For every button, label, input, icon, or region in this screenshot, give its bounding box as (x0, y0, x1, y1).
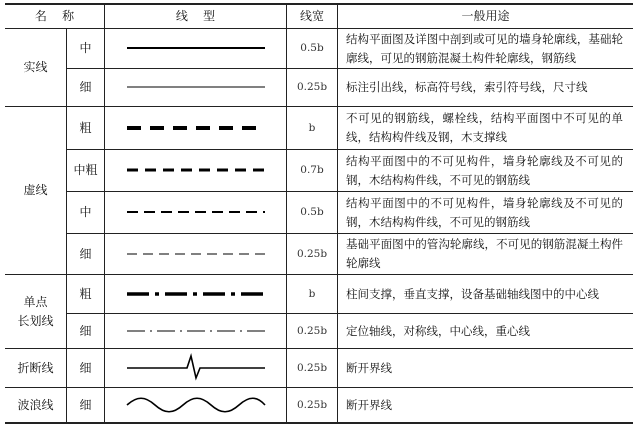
line-sample-break-line (105, 349, 286, 387)
row-width: b (308, 121, 316, 134)
row-width: b (308, 287, 316, 300)
line-sample-dashed-thick (105, 107, 286, 149)
row-grade: 中 (79, 41, 92, 55)
row-usage: 结构平面图中的不可见构件，墙身轮廓线及不可见的钢，木结构构件线，不可见的钢筋线 (346, 153, 623, 187)
row-grade: 细 (79, 323, 92, 338)
header-line-type: 线 型 (175, 8, 216, 23)
line-sample-dashdot-thin (105, 314, 286, 348)
row-usage: 定位轴线，对称线，中心线，重心线 (346, 323, 530, 338)
row-grade: 中粗 (73, 163, 98, 177)
row-grade: 细 (79, 246, 92, 261)
group-wave: 波浪线 (17, 397, 54, 412)
line-sample-dashed-thin (105, 234, 286, 274)
group-solid: 实线 (23, 60, 48, 74)
row-width: 0.25b (296, 398, 328, 411)
row-usage: 不可见的钢筋线，螺栓线，结构平面图中不可见的单线，结构构件线及钢，木支撑线 (346, 111, 623, 144)
line-sample-solid-thin (105, 69, 286, 106)
row-usage: 断开界线 (346, 397, 392, 412)
row-grade: 细 (79, 80, 92, 94)
row-usage: 柱间支撑，垂直支撑，设备基础轴线图中的中心线 (346, 286, 599, 301)
row-grade: 粗 (79, 120, 92, 135)
line-sample-dashed-medium (105, 192, 286, 233)
row-usage: 结构平面图及详图中剖到或可见的墙身轮廓线，基础轮廓线，可见的钢筋混凝土构件轮廓线，钢筋线 (346, 31, 623, 65)
line-sample-dashed-medium-thick (105, 150, 286, 191)
row-usage: 标注引出线，标高符号线，索引符号线，尺寸线 (346, 80, 588, 94)
row-width: 0.5b (300, 42, 324, 54)
group-break: 折断线 (17, 360, 54, 375)
line-sample-wave-line (105, 388, 286, 422)
row-usage: 断开界线 (346, 360, 392, 375)
header-name: 名 称 (34, 8, 75, 23)
row-grade: 细 (79, 397, 92, 412)
group-dashed: 虚线 (23, 183, 48, 197)
row-width: 0.25b (296, 247, 328, 260)
header-line-width: 线宽 (299, 8, 324, 23)
row-width: 0.7b (300, 164, 324, 176)
row-usage: 结构平面图中的不可见构件，墙身轮廓线及不可见的钢，木结构构件线，不可见的钢筋线 (346, 195, 623, 229)
row-grade: 细 (79, 360, 92, 375)
row-grade: 中 (79, 205, 92, 219)
table-bottom-rule (5, 422, 633, 424)
line-sample-solid-medium (105, 29, 286, 68)
row-usage: 基础平面图中的管沟轮廓线，不可见的钢筋混凝土构件轮廓线 (346, 237, 623, 270)
group-dashdot: 单点 长划线 (17, 294, 54, 328)
header-usage: 一般用途 (461, 8, 510, 23)
row-width: 0.25b (296, 324, 328, 337)
row-width: 0.5b (300, 206, 324, 218)
row-grade: 粗 (79, 286, 92, 301)
line-sample-dashdot-thick (105, 275, 286, 313)
row-width: 0.25b (296, 81, 328, 93)
row-width: 0.25b (296, 361, 328, 374)
